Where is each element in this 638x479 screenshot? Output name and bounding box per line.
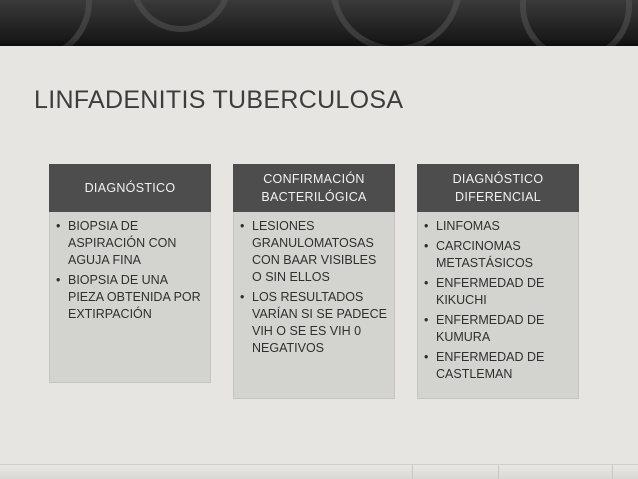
bullet-icon: •	[56, 219, 61, 233]
column-body	[49, 212, 211, 383]
bullet-icon: •	[240, 290, 245, 304]
list-item	[240, 218, 388, 286]
list-item	[424, 349, 572, 383]
list-item-text: BIOPSIA DE ASPIRACIÓN CON AGUJA FINA	[68, 219, 177, 267]
decorative-header-band	[0, 0, 638, 46]
footer-divider	[498, 465, 499, 479]
footer-divider	[612, 465, 613, 479]
column-header: DIAGNÓSTICO DIFERENCIAL	[417, 164, 579, 212]
bullet-icon: •	[424, 276, 429, 290]
list-item	[424, 218, 572, 235]
bullet-icon: •	[424, 219, 429, 233]
list-item	[56, 272, 204, 323]
bullet-icon: •	[424, 350, 429, 364]
column-body	[233, 212, 395, 399]
bullet-icon: •	[56, 273, 61, 287]
list-item	[56, 218, 204, 269]
list-item	[424, 238, 572, 272]
list-item-text: ENFERMEDAD DE KIKUCHI	[436, 276, 545, 307]
list-item-text: LINFOMAS	[436, 219, 500, 233]
bullet-list	[56, 218, 204, 323]
bullet-icon: •	[424, 313, 429, 327]
bullet-list	[240, 218, 388, 357]
decorative-footer-bar	[0, 464, 638, 479]
bullet-list	[424, 218, 572, 383]
list-item-text: ENFERMEDAD DE CASTLEMAN	[436, 350, 545, 381]
diagnostico-column	[49, 164, 211, 383]
list-item	[424, 275, 572, 309]
bullet-icon: •	[424, 239, 429, 253]
column-header: CONFIRMACIÓN BACTERILÓGICA	[233, 164, 395, 212]
gear-decoration-icon	[130, 0, 232, 32]
header-shadow	[0, 38, 638, 46]
list-item	[240, 289, 388, 357]
bullet-icon: •	[240, 219, 245, 233]
list-item-text: LOS RESULTADOS VARÍAN SI SE PADECE VIH O SE ES VIH 0 NEGATIVOS	[252, 290, 387, 355]
list-item-text: CARCINOMAS METASTÁSICOS	[436, 239, 534, 270]
list-item-text: LESIONES GRANULOMATOSAS CON BAAR VISIBLES O SIN ELLOS	[252, 219, 377, 284]
column-body	[417, 212, 579, 399]
list-item-text: ENFERMEDAD DE KUMURA	[436, 313, 545, 344]
slide-title: LINFADENITIS TUBERCULOSA	[34, 86, 404, 114]
list-item	[424, 312, 572, 346]
list-item-text: BIOPSIA DE UNA PIEZA OBTENIDA POR EXTIRPACIÓN	[68, 273, 201, 321]
column-header: DIAGNÓSTICO	[49, 164, 211, 212]
diagnostico-diferencial-column	[417, 164, 579, 399]
footer-divider	[412, 465, 413, 479]
confirmacion-column	[233, 164, 395, 399]
